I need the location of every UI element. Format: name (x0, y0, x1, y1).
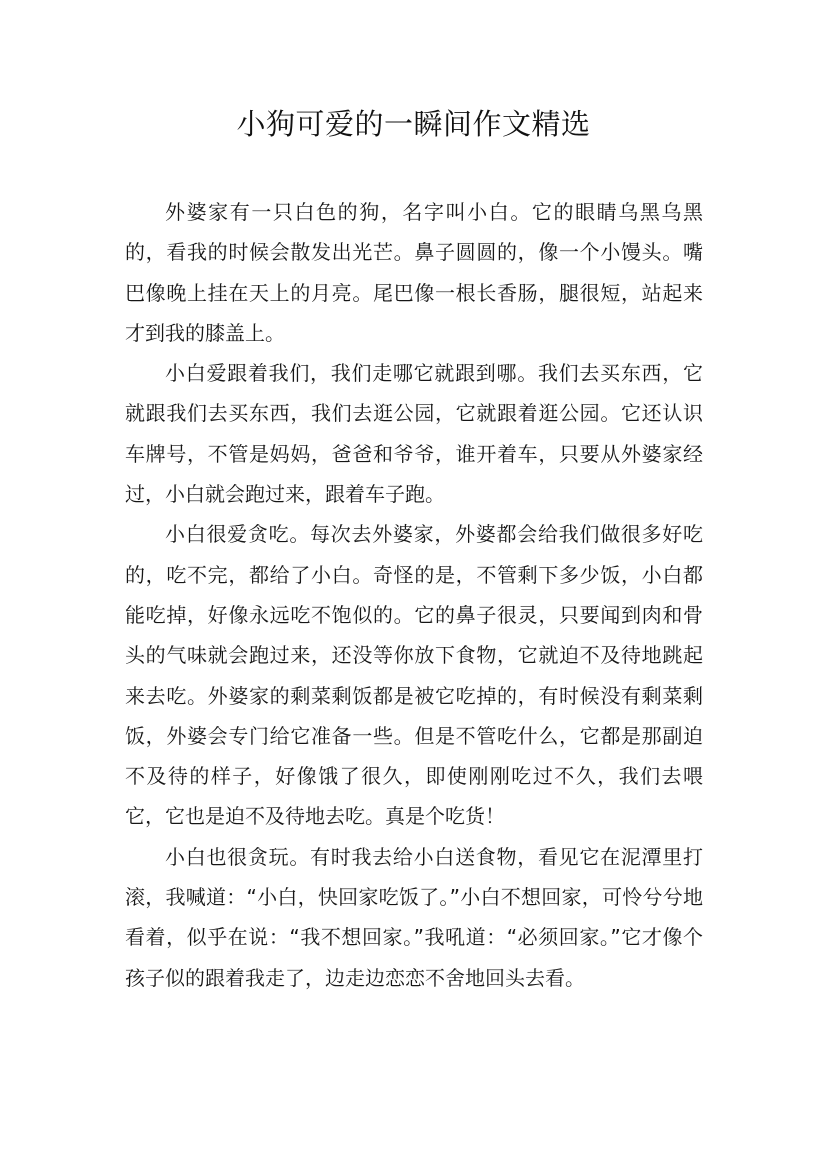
document-title: 小狗可爱的一瞬间作文精选 (236, 107, 591, 141)
paragraph-3: 小白很爱贪吃。每次去外婆家，外婆都会给我们做很多好吃的，吃不完，都给了小白。奇怪的是，不管剩下多少饭，小白都能吃掉，好像永远吃不饱似的。它的鼻子很灵，只要闻到肉和骨头的气味就会跑过来，还没等你放下食物，它就迫不及待地跳起来去吃。外婆家的剩菜剩饭都是被它吃掉的，有时候没有剩菜剩饭，外婆会专门给它准备一些。但是不管吃什么，它都是那副迫不及待的样子，好像饿了很久，即使刚刚吃过不久，我们去喂它，它也是迫不及待地去吃。真是个吃货！ (125, 522, 703, 829)
paragraph-4: 小白也很贪玩。有时我去给小白送食物，看见它在泥潭里打滚，我喊道：“小白，快回家吃饭了。”小白不想回家，可怜兮兮地看着，似乎在说：“我不想回家。”我吼道：“必须回家。”它才像个孩子似的跟着我走了，边走边恋恋不舍地回头去看。 (125, 844, 703, 990)
paragraph-1: 外婆家有一只白色的狗，名字叫小白。它的眼睛乌黑乌黑的，看我的时候会散发出光芒。鼻子圆圆的，像一个小馒头。嘴巴像晚上挂在天上的月亮。尾巴像一根长香肠，腿很短，站起来才到我的膝盖上。 (125, 200, 703, 345)
document-body (125, 192, 703, 998)
paragraph-2: 小白爱跟着我们，我们走哪它就跟到哪。我们去买东西，它就跟我们去买东西，我们去逛公园，它就跟着逛公园。它还认识车牌号，不管是妈妈，爸爸和爷爷，谁开着车，只要从外婆家经过，小白就会跑过来，跟着车子跑。 (125, 361, 703, 507)
